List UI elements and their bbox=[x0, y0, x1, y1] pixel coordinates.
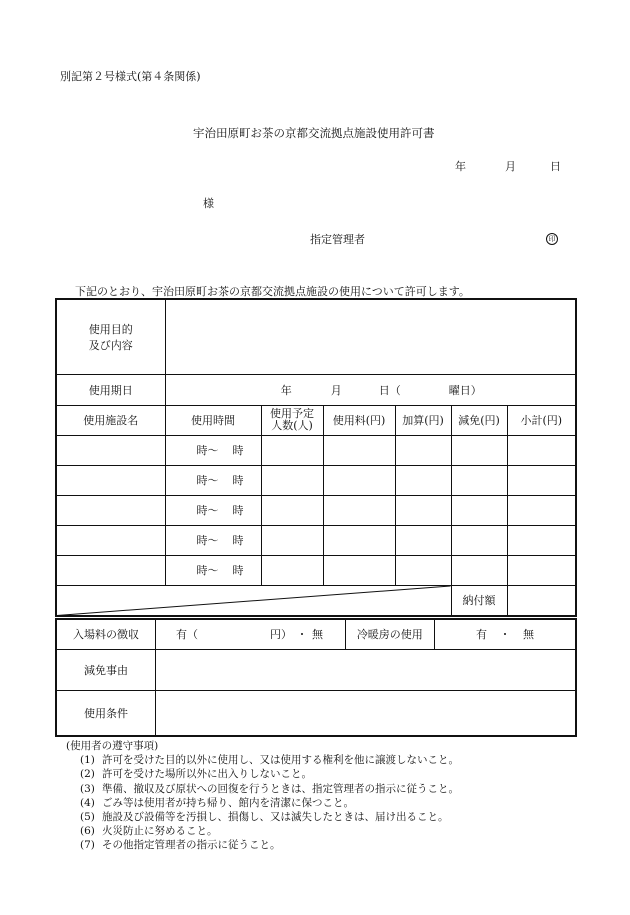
facility-cell[interactable] bbox=[56, 465, 165, 495]
usage-table bbox=[55, 298, 577, 617]
aircon-field[interactable]: 有 ・ 無 bbox=[435, 619, 576, 649]
time-cell[interactable]: 時～ 時 bbox=[165, 435, 261, 465]
surcharge-cell[interactable] bbox=[395, 525, 451, 555]
facility-cell[interactable] bbox=[56, 435, 165, 465]
time-cell[interactable]: 時～ 時 bbox=[165, 495, 261, 525]
fee-cell[interactable] bbox=[323, 555, 395, 585]
time-cell[interactable]: 時～ 時 bbox=[165, 465, 261, 495]
people-cell[interactable] bbox=[261, 435, 323, 465]
fee-cell[interactable] bbox=[323, 435, 395, 465]
people-cell[interactable] bbox=[261, 525, 323, 555]
time-cell[interactable]: 時～ 時 bbox=[165, 555, 261, 585]
people-cell[interactable] bbox=[261, 555, 323, 585]
fee-cell[interactable] bbox=[323, 525, 395, 555]
blank-diagonal-cell bbox=[56, 585, 451, 616]
list-item: (3) 準備、撤収及び原状への回復を行うときは、指定管理者の指示に従うこと。 bbox=[80, 782, 459, 795]
surcharge-cell[interactable] bbox=[395, 435, 451, 465]
addressee-suffix: 様 bbox=[203, 197, 214, 210]
permit-statement: 下記のとおり、宇治田原町お茶の京都交流拠点施設の使用について許可します。 bbox=[75, 285, 470, 298]
surcharge-cell[interactable] bbox=[395, 495, 451, 525]
table-row bbox=[56, 495, 576, 525]
user-rules bbox=[66, 739, 459, 853]
reduction-cell[interactable] bbox=[451, 495, 507, 525]
conditions-label: 使用条件 bbox=[56, 690, 155, 736]
surcharge-cell[interactable] bbox=[395, 465, 451, 495]
facility-cell[interactable] bbox=[56, 555, 165, 585]
table-row bbox=[56, 525, 576, 555]
surcharge-cell[interactable] bbox=[395, 555, 451, 585]
col-fee: 使用料(円) bbox=[323, 405, 395, 435]
date-year-label: 年 bbox=[455, 160, 466, 173]
fee-cell[interactable] bbox=[323, 495, 395, 525]
reduction-cell[interactable] bbox=[451, 555, 507, 585]
aircon-label: 冷暖房の使用 bbox=[345, 619, 435, 649]
col-time: 使用時間 bbox=[165, 405, 261, 435]
list-item: (2) 許可を受けた場所以外に出入りしないこと。 bbox=[80, 768, 312, 781]
subtotal-cell[interactable] bbox=[507, 555, 576, 585]
reduction-cell[interactable] bbox=[451, 435, 507, 465]
period-label: 使用期日 bbox=[56, 374, 165, 405]
admission-label: 入場料の徴収 bbox=[56, 619, 155, 649]
subtotal-cell[interactable] bbox=[507, 465, 576, 495]
purpose-field[interactable] bbox=[165, 299, 576, 374]
col-surcharge: 加算(円) bbox=[395, 405, 451, 435]
total-label: 納付額 bbox=[451, 585, 507, 616]
page-title: 宇治田原町お茶の京都交流拠点施設使用許可書 bbox=[193, 126, 435, 140]
people-cell[interactable] bbox=[261, 465, 323, 495]
time-cell[interactable]: 時～ 時 bbox=[165, 525, 261, 555]
reduction-reason-field[interactable] bbox=[155, 649, 576, 690]
conditions-table bbox=[55, 618, 577, 737]
seal-icon bbox=[546, 231, 558, 245]
col-facility: 使用施設名 bbox=[56, 405, 165, 435]
subtotal-cell[interactable] bbox=[507, 495, 576, 525]
facility-cell[interactable] bbox=[56, 495, 165, 525]
admission-field[interactable]: 有（ 円） ・ 無 bbox=[155, 619, 345, 649]
list-item: (1) 許可を受けた目的以外に使用し、又は使用する権利を他に譲渡しないこと。 bbox=[80, 754, 459, 767]
list-item: (5) 施設及び設備等を汚損し、損傷し、又は滅失したときは、届け出ること。 bbox=[80, 811, 449, 824]
col-subtotal: 小計(円) bbox=[507, 405, 576, 435]
table-row bbox=[56, 465, 576, 495]
date-month-label: 月 bbox=[505, 160, 516, 173]
diagonal-line bbox=[57, 586, 451, 616]
list-item: (4) ごみ等は使用者が持ち帰り、館内を清潔に保つこと。 bbox=[80, 796, 354, 809]
table-row bbox=[56, 435, 576, 465]
reduction-cell[interactable] bbox=[451, 465, 507, 495]
facility-cell[interactable] bbox=[56, 525, 165, 555]
conditions-field[interactable] bbox=[155, 690, 576, 736]
total-amount-cell[interactable] bbox=[507, 585, 576, 616]
seal-mark: 印 bbox=[546, 233, 558, 245]
subtotal-cell[interactable] bbox=[507, 435, 576, 465]
date-day-label: 日 bbox=[550, 160, 561, 173]
manager-label: 指定管理者 bbox=[310, 233, 365, 246]
reduction-cell[interactable] bbox=[451, 525, 507, 555]
col-reduction: 減免(円) bbox=[451, 405, 507, 435]
people-cell[interactable] bbox=[261, 495, 323, 525]
purpose-label: 使用目的 及び内容 bbox=[56, 299, 165, 374]
list-item: (6) 火災防止に努めること。 bbox=[80, 825, 218, 838]
subtotal-cell[interactable] bbox=[507, 525, 576, 555]
period-field[interactable]: 年 月 日（ 曜日） bbox=[165, 374, 576, 405]
fee-cell[interactable] bbox=[323, 465, 395, 495]
reduction-reason-label: 減免事由 bbox=[56, 649, 155, 690]
col-people: 使用予定 人数(人) bbox=[261, 405, 323, 435]
table-row bbox=[56, 555, 576, 585]
list-item: (7) その他指定管理者の指示に従うこと。 bbox=[80, 839, 281, 852]
form-number-label: 別記第２号様式(第４条関係) bbox=[60, 70, 201, 83]
rules-heading: (使用者の遵守事項) bbox=[66, 740, 159, 752]
